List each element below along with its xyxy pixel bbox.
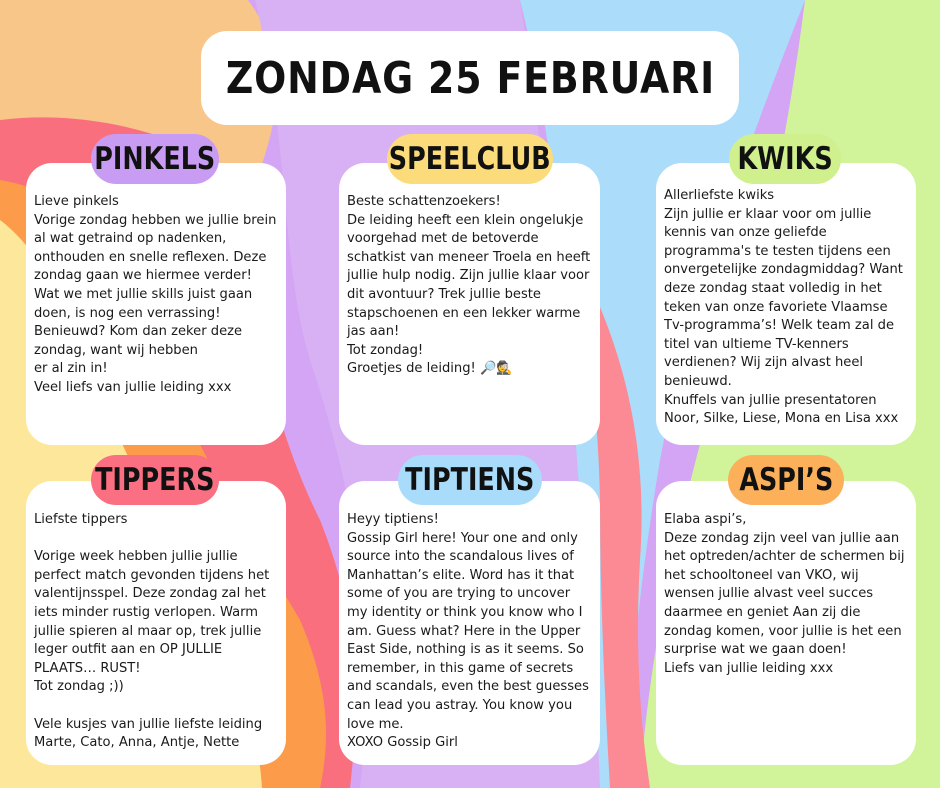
label-pinkels xyxy=(91,134,219,184)
card-text-tiptiens: Heyy tiptiens! Gossip Girl here! Your one and only source into the scandalous lives of Manhattan’s elite. Word has it that some of you are trying to uncover my identity or think you know who I am. Guess what? Here in the Upper East Side, nothing is as it seems. So remember, in this game of secrets and scandals, even the best guesses can lead you astray. You know you love me. XOXO Gossip Girl xyxy=(347,512,589,751)
label-aspis xyxy=(728,455,844,505)
label-text-aspis: ASPI’S xyxy=(738,462,834,498)
label-text-tippers: TIPPERS xyxy=(95,462,215,498)
label-tiptiens xyxy=(398,455,542,505)
label-text-speelclub: SPEELCLUB xyxy=(389,141,551,177)
label-text-pinkels: PINKELS xyxy=(94,141,216,177)
label-speelclub xyxy=(387,134,553,184)
card-tippers xyxy=(26,481,286,765)
card-text-aspis: Elaba aspi’s, Deze zondag zijn veel van jullie aan het optreden/achter de schermen bij het schooltoneel van VKO, wij wensen jullie alvast veel succes daarmee en geniet Aan zij die zondag komen, voor jullie is het een surprise wat we gaan doen! Liefs van jullie leiding xxx xyxy=(664,512,905,676)
card-speelclub xyxy=(339,163,600,445)
card-kwiks xyxy=(656,163,916,445)
card-pinkels xyxy=(26,163,286,445)
card-aspis xyxy=(656,481,916,765)
label-kwiks xyxy=(729,134,841,184)
label-text-kwiks: KWIKS xyxy=(737,141,833,177)
card-text-pinkels: Lieve pinkels Vorige zondag hebben we jullie brein al wat getraind op nadenken, onthouden en snelle reflexen. Deze zondag gaan we hiermee verder! Wat we met jullie skills juist gaan doen, is nog een verrassing! Benieuwd? Kom dan zeker deze zondag, want wij hebben er al zin in! Veel liefs van jullie leiding xxx xyxy=(34,194,277,395)
card-text-kwiks: Allerliefste kwiks Zijn jullie er klaar voor om jullie kennis van onze geliefde programma's te testen tijdens een onvergetelijke zondagmiddag? Want deze zondag staat volledig in het teken van onze favoriete Vlaamse Tv-programma’s! Welk team zal de titel van ultieme TV-kenners verdienen? Wij zijn alvast heel benieuwd. Knuffels van jullie presentatoren Noor, Silke, Liese, Mona en Lisa xxx xyxy=(664,188,903,427)
card-text-tippers: Liefste tippers Vorige week hebben jullie jullie perfect match gevonden tijdens het valentijnsspel. Deze zondag zal het iets minder rustig verlopen. Warm jullie spieren al maar op, trek jullie leger outfit aan en OP JULLIE PLAATS… RUST! Tot zondag ;)) Vele kusjes van jullie liefste leiding Marte, Cato, Anna, Antje, Nette xyxy=(34,512,270,751)
page-title: ZONDAG 25 FEBRUARI xyxy=(225,52,715,104)
card-tiptiens xyxy=(339,481,600,765)
label-tippers xyxy=(91,455,219,505)
title-banner xyxy=(201,31,739,125)
label-text-tiptiens: TIPTIENS xyxy=(405,462,535,498)
card-text-speelclub: Beste schattenzoekers! De leiding heeft een klein ongelukje voorgehad met de betoverde schatkist van meneer Troela en heeft jullie hulp nodig. Zijn jullie klaar voor dit avontuur? Trek jullie beste stapschoenen en een lekker warme jas aan! Tot zondag! Groetjes de leiding! 🔎🕵 xyxy=(347,194,591,377)
